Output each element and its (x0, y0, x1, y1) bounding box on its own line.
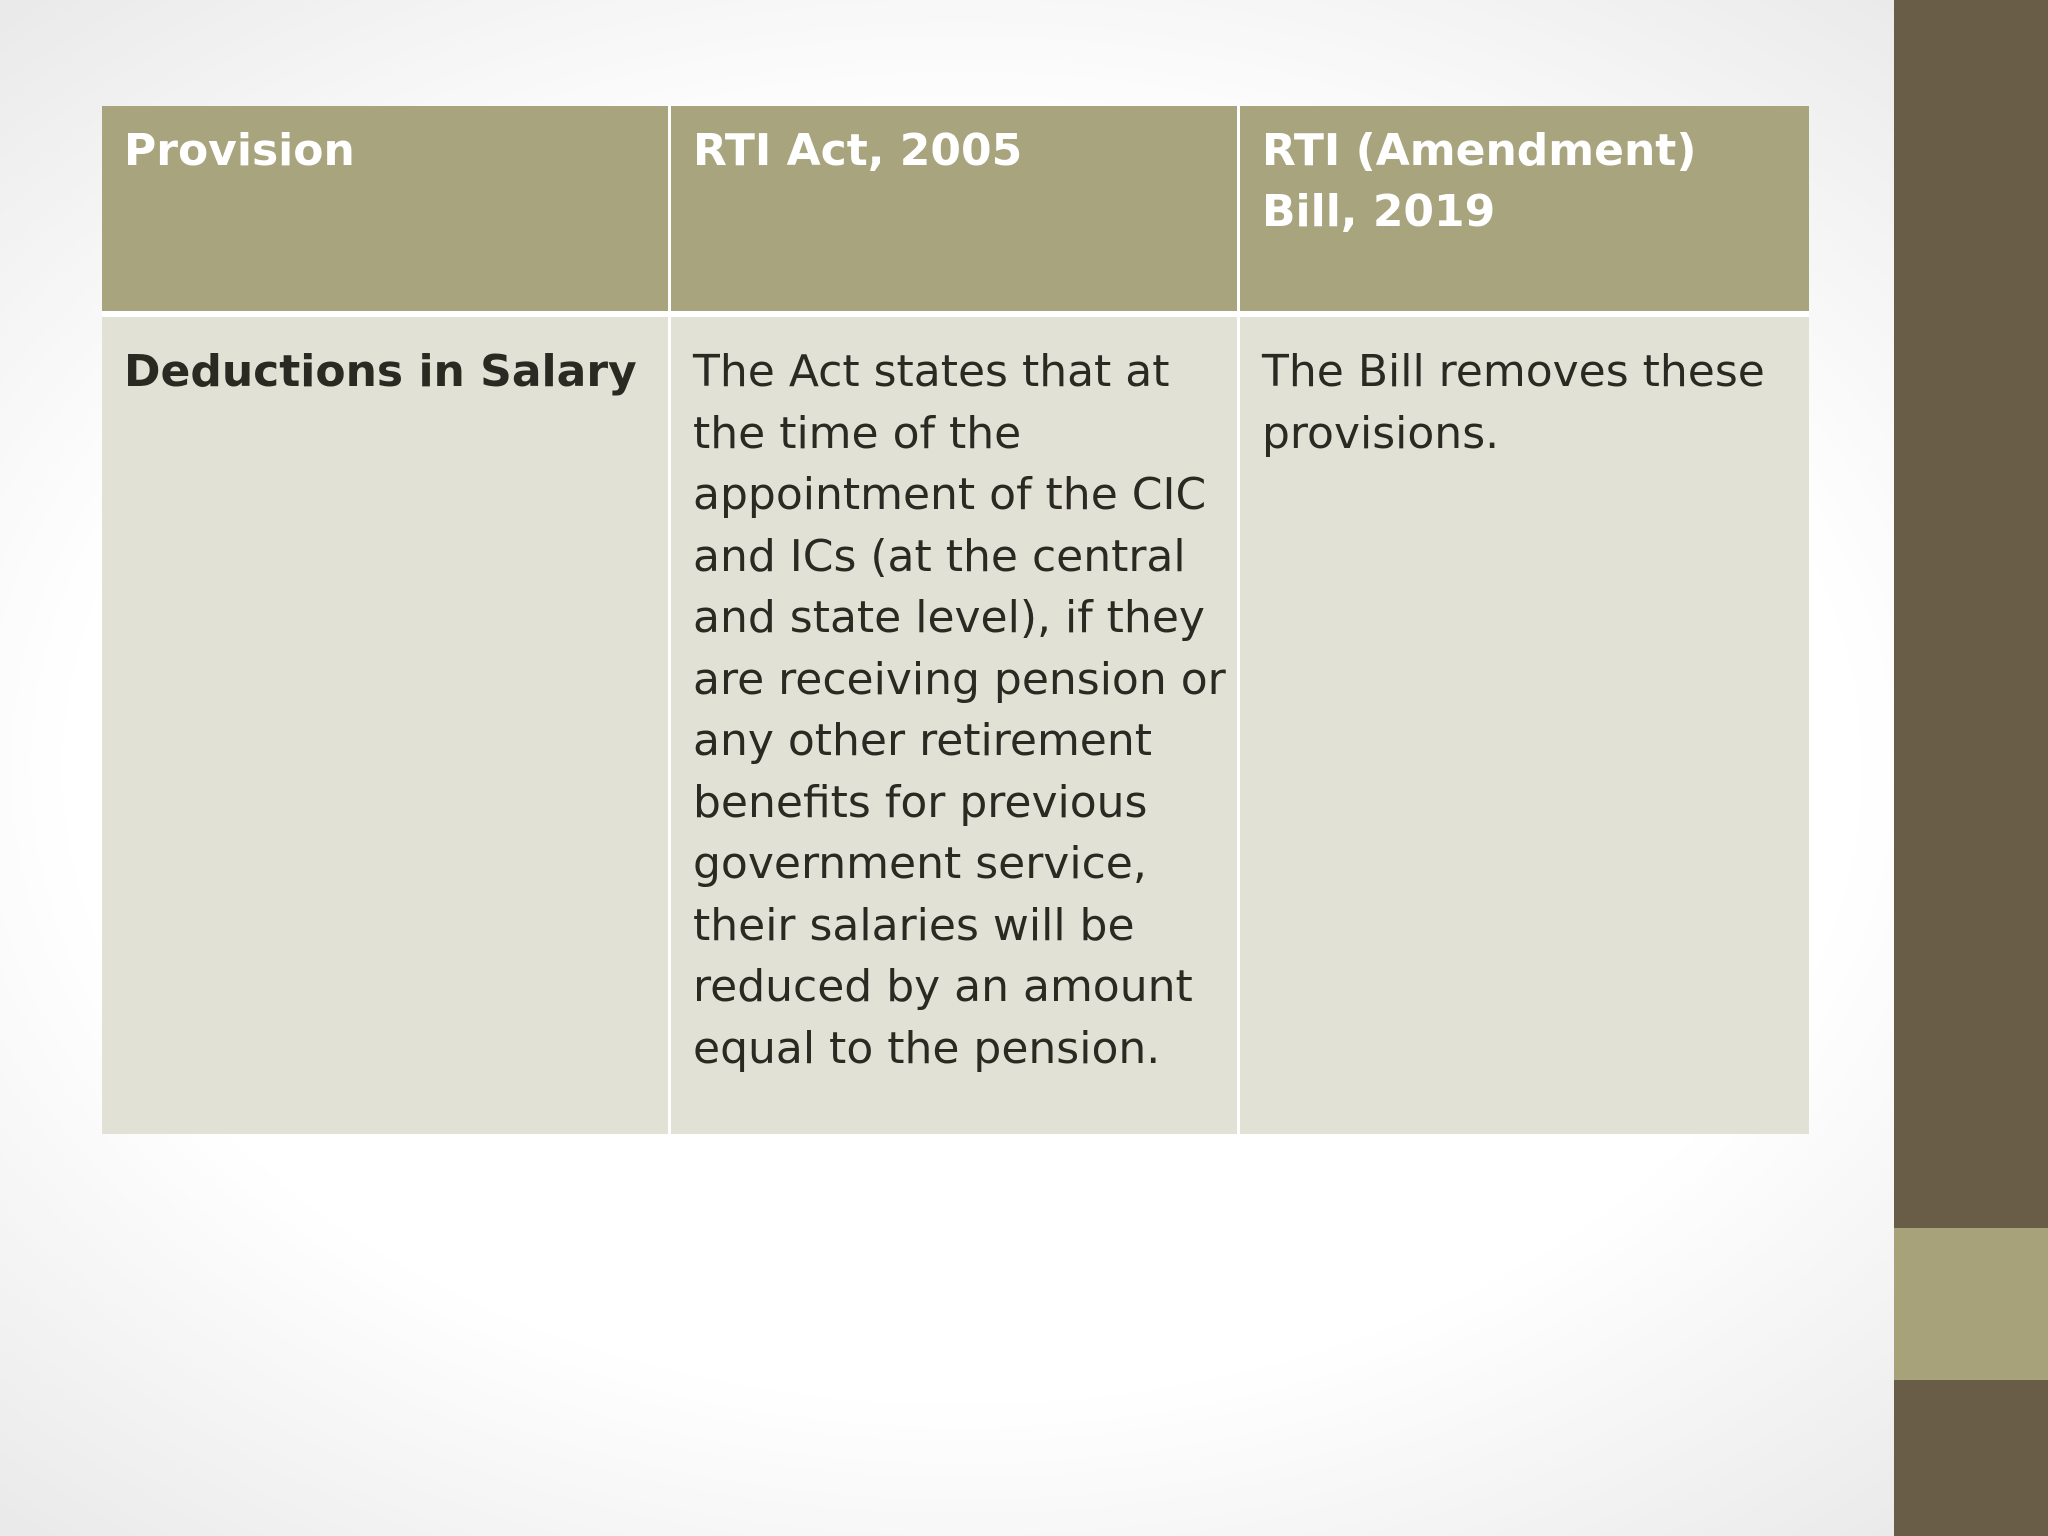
cell-rti-act-2005: The Act states that at the time of the appointment of the CIC and ICs (at the central and state level), if they are receiving pension or any other retirement benefits for previous government service, their salaries will be reduced by an amount equal to the pension. (671, 317, 1240, 1134)
header-rti-act-2005: RTI Act, 2005 (671, 106, 1240, 311)
header-rti-amendment-bill-2019: RTI (Amendment) Bill, 2019 (1240, 106, 1809, 311)
comparison-table (102, 106, 1809, 1134)
table-row (102, 317, 1809, 1134)
table-header-row (102, 106, 1809, 317)
decorative-side-accent (1894, 1228, 2048, 1380)
header-provision: Provision (102, 106, 671, 311)
cell-rti-amendment-bill-2019: The Bill removes these provisions. (1240, 317, 1809, 1134)
cell-provision: Deductions in Salary (102, 317, 671, 1134)
